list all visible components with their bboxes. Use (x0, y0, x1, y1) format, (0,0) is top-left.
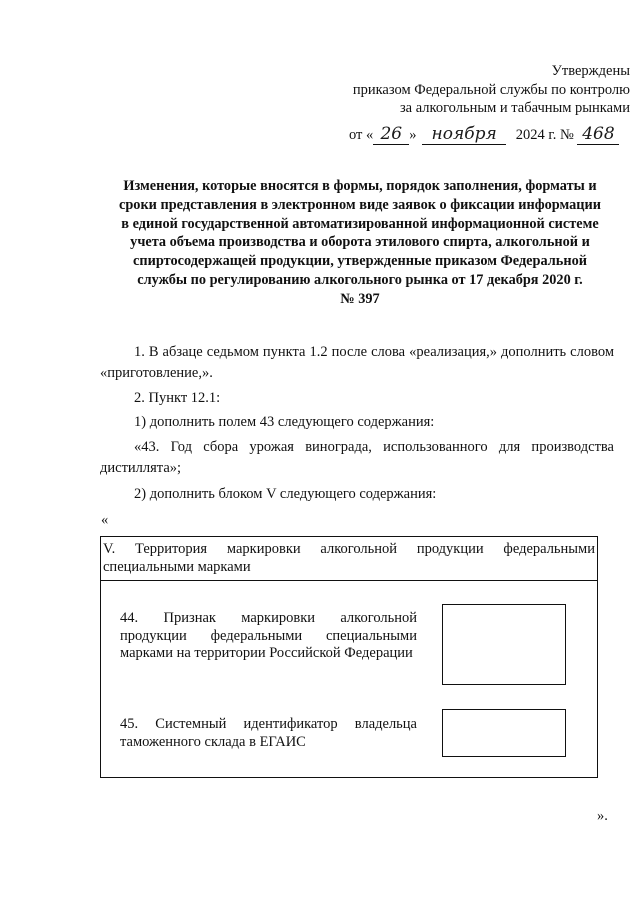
paragraph-3: 1) дополнить полем 43 следующего содержания: (134, 414, 435, 430)
handwritten-day: 26 (373, 124, 409, 145)
opening-quote: « (101, 512, 109, 528)
title-line: № 397 (340, 290, 380, 307)
date-prefix: от « (349, 127, 374, 143)
block-divider (100, 580, 598, 581)
closing-quote: ». (597, 808, 608, 824)
approval-line-2: приказом Федеральной службы по контролю (352, 81, 630, 98)
title-line: Изменения, которые вносятся в формы, порядок заполнения, форматы и (123, 178, 597, 194)
document-title (100, 177, 620, 309)
year-number-label: 2024 г. № (515, 127, 574, 143)
field-44-input[interactable] (442, 604, 566, 685)
order-date-number (349, 124, 619, 145)
approval-line-3: за алкогольным и табачным рынками (399, 100, 630, 116)
field-45-label: 45. Системный идентификатор владельца таможенного склада в ЕГАИС (120, 716, 417, 750)
title-line: сроки представления в электронном виде заявок о фиксации информации (119, 196, 601, 213)
approval-header (300, 62, 630, 118)
title-line: спиртосодержащей продукции, утвержденные приказом Федеральной (133, 253, 587, 270)
paragraph-5: 2) дополнить блоком V следующего содержания: (134, 486, 437, 502)
title-line: в единой государственной автоматизированной информационной системе (121, 215, 599, 232)
handwritten-month: ноября (422, 124, 506, 145)
paragraph-4: «43. Год сбора урожая винограда, использованного для производства дистиллята»; (100, 439, 614, 476)
title-line: учета объема производства и оборота этилового спирта, алкогольной и (130, 234, 590, 251)
date-quote-close: » (409, 127, 417, 143)
paragraph-1: 1. В абзаце седьмом пункта 1.2 после слова «реализация,» дополнить словом «приготовление,». (100, 344, 614, 381)
approval-line-1: Утверждены (551, 63, 630, 79)
title-line: службы по регулированию алкогольного рынка от 17 декабря 2020 г. (137, 271, 583, 288)
field-44-label: 44. Признак маркировки алкогольной продукции федеральными специальными марками на территории Российской Федерации (120, 610, 417, 661)
block-v-title: V. Территория маркировки алкогольной продукции федеральными специальными марками (103, 541, 595, 575)
handwritten-order-number: 468 (577, 124, 619, 145)
paragraph-2: 2. Пункт 12.1: (134, 390, 221, 406)
field-45-input[interactable] (442, 709, 566, 757)
